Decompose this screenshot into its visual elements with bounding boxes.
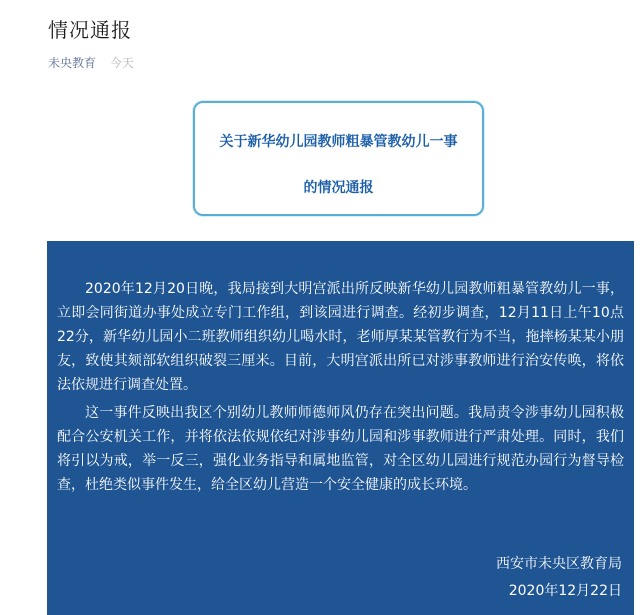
- signature-org: 西安市未央区教育局: [496, 556, 622, 572]
- body-paragraph-1: 2020年12月20日晚，我局接到大明宫派出所反映新华幼儿园教师粗暴管教幼儿一事，立即会同街道办事处成立专门工作组，到该园进行调查。经初步调查，12月11日上午10点22分，新华幼儿园小二班教师组织幼儿喝水时，老师厚某某管教行为不当，拖摔杨某某小朋友，致使其颏部软组织破裂三厘米。目前，大明宫派出所已对涉事教师进行治安传唤，将依法依规进行调查处置。: [57, 281, 624, 393]
- notice-title-line2: 的情况通报: [303, 180, 374, 196]
- signature-date: 2020年12月22日: [508, 583, 622, 599]
- notice-title-line1: 关于新华幼儿园教师粗暴管教幼儿一事: [219, 134, 458, 150]
- publish-date: 今天: [109, 56, 134, 70]
- notice-body-panel: [47, 241, 634, 615]
- author-link[interactable]: 未央教育: [48, 56, 97, 70]
- panel-edge: [634, 241, 640, 615]
- notice-title-box: [193, 101, 484, 216]
- article-meta: [48, 54, 134, 71]
- article-title: 情况通报: [48, 18, 132, 42]
- body-paragraph-2: 这一事件反映出我区个别幼儿教师师德师风仍存在突出问题。我局责令涉事幼儿园积极配合公安机关工作，并将依法依规依纪对涉事幼儿园和涉事教师进行严肃处理。同时，我们将引以为戒，举一反三，强化业务指导和属地监管，对全区幼儿园进行规范办园行为督导检查，杜绝类似事件发生，给全区幼儿营造一个安全健康的成长环境。: [57, 405, 624, 493]
